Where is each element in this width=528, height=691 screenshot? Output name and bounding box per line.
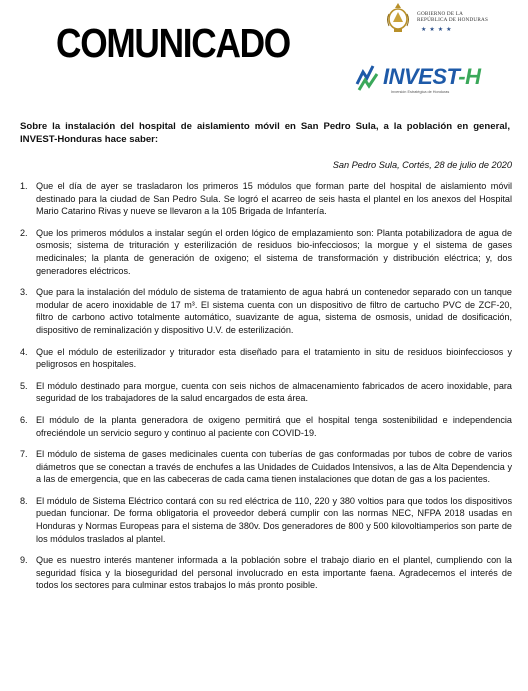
- page-title: COMUNICADO: [56, 20, 290, 66]
- logo-block: [355, 2, 515, 114]
- stars-row: ★★★★: [421, 27, 455, 33]
- list-item: 6. El módulo de la planta generadora de oxigeno permitirá que el hospital tenga sostenibilidad e independencia ofreciéndole un servicio seguro y continuo al paciente con COVID-19.: [20, 414, 512, 438]
- government-name: GOBIERNO DE LA REPÚBLICA DE HONDURAS: [417, 11, 489, 23]
- list-item: 2. Que los primeros módulos a instalar según el orden lógico de emplazamiento son: Planta potabilizadora de agua de osmosis; sistema de trituración y esterilización de residuos bio-infecciosos; la morgue y el sistema de gases medicinales; la planta de generación de oxigeno; el sistema de transformación y distribución eléctrica; y, dos generadores eléctricos.: [20, 227, 512, 276]
- dateline: San Pedro Sula, Cortés, 28 de julio de 2020: [332, 160, 512, 170]
- list-item: 5. El módulo destinado para morgue, cuenta con seis nichos de almacenamiento fabricados de acero inoxidable, para seguridad de los trabajadores de la salud encargados de esta área.: [20, 380, 512, 404]
- announcement-list: [20, 180, 512, 592]
- honduras-seal-icon: [385, 2, 411, 34]
- intro-paragraph: Sobre la instalación del hospital de aislamiento móvil en San Pedro Sula, a la población en general, INVEST-Honduras hace saber:: [20, 121, 510, 146]
- invest-subtitle: Inversión Estratégica de Honduras: [391, 90, 450, 94]
- list-item: 9. Que es nuestro interés mantener informada a la población sobre el trabajo diario en el plantel, cumpliendo con la seguridad física y la bioseguridad del personal involucrado en esta importante faena. Agradecemos el interés de todos los sectores para culminar estos trabajos lo más pronto posible.: [20, 555, 512, 591]
- list-item: 3. Que para la instalación del módulo de sistema de tratamiento de agua habrá un contenedor separado con un tanque modular de acero inoxidable de 17 m³. El sistema cuenta con un dispositivo de filtro de cartucho PVC de ZCF-20, filtro de carbono activo totalmente automático, suavizante de agua, sistema de osmosis, unidad de dosificación, dispositivo de reminalización y dispositivo U.V. de esterilización.: [20, 287, 512, 335]
- invest-logo-text: INVEST-H: [383, 64, 481, 89]
- invest-logo-icon: [355, 62, 383, 92]
- list-item: 4. Que el módulo de esterilizador y triturador esta diseñado para el tratamiento in situ de residuos bioinfecciosos y peligrosos en hospitales.: [20, 346, 512, 370]
- list-item: 1. Que el día de ayer se trasladaron los primeros 15 módulos que forman parte del hospital de aislamiento móvil destinado para la ciudad de San Pedro Sula. Se logró el acarreo de seis hasta el plantel en los anexos del Hospital Mario Catarino Rivas y nueve se llevaron a la 105 Brigada de Infantería.: [20, 181, 512, 217]
- list-item: 8. El módulo de Sistema Eléctrico contará con su red eléctrica de 110, 220 y 380 voltios para que todos los dispositivos puedan funcionar. De forma obligatoria el proveedor deberá cumplir con las normas NEC, NFPA 2018 usadas en Honduras y Normas Europeas para el sistema de 380v. Dos generadores de 800 y 500 kilovoltiamperios son parte de los módulos traslados al plantel.: [20, 495, 512, 544]
- list-item: 7. El módulo de sistema de gases medicinales cuenta con tuberías de gas conformadas por tubos de cobre de varios diámetros que se conectan a través de enchufes a las Unidades de Cuidados Intensivos, a las de Alta Dependencia y a las de emergencia, que en las cabeceras de cada cama tienen instalaciones que dotan de gas a los pacientes.: [20, 449, 512, 485]
